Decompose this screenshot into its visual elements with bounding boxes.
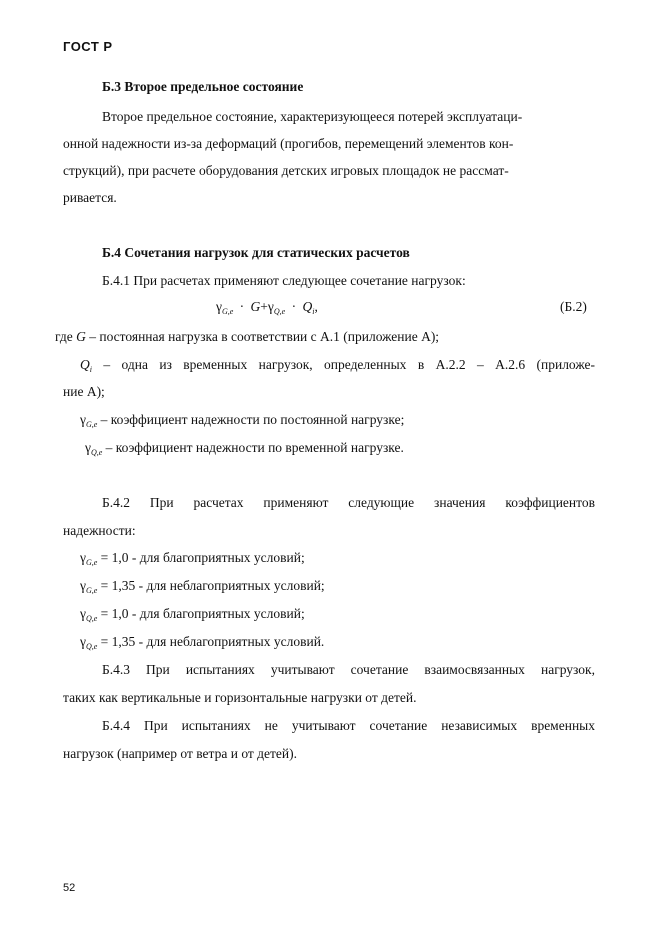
gamma-symbol: γ — [80, 412, 86, 427]
coefficient-line — [80, 605, 305, 628]
where-line-gamma-g — [80, 411, 404, 434]
symbol-q: Q — [80, 357, 90, 372]
coefficient-text: = 1,0 - для благоприятных условий; — [97, 606, 305, 621]
formula-subscript: G,e — [221, 307, 234, 316]
section-b3-heading: Б.3 Второе предельное состояние — [102, 79, 304, 94]
paragraph-line: ривается. — [63, 190, 117, 205]
formula-number: (Б.2) — [560, 299, 587, 314]
symbol-subscript: Q,e — [90, 448, 103, 457]
gamma-symbol: γ — [80, 606, 86, 621]
formula-b2 — [216, 298, 318, 321]
coefficient-text: = 1,35 - для неблагоприятных условий; — [97, 578, 325, 593]
paragraph-line: надежности: — [63, 523, 136, 538]
paragraph-line: таких как вертикальные и горизонтальные нагрузки от детей. — [63, 690, 417, 705]
formula-comma: , — [314, 299, 318, 314]
paragraph-line: Б.4.2 При расчетах применяют следующие значения коэффициентов — [102, 495, 595, 510]
gamma-symbol: γ — [85, 440, 91, 455]
where-line-q — [80, 356, 595, 379]
definition-text: – коэффициент надежности по постоянной нагрузке; — [97, 412, 405, 427]
coefficient-text: = 1,35 - для неблагоприятных условий. — [97, 634, 325, 649]
formula-var-q: Q — [302, 299, 313, 314]
symbol-subscript: G,e — [85, 420, 98, 429]
paragraph-line: струкций), при расчете оборудования детских игровых площадок не рассмат- — [63, 163, 509, 178]
symbol-subscript: G,e — [85, 586, 98, 595]
symbol-subscript: Q,e — [85, 642, 98, 651]
document-header: ГОСТ Р — [63, 39, 113, 54]
paragraph-line: ние А); — [63, 384, 105, 399]
definition-text: – коэффициент надежности по временной нагрузке. — [102, 440, 404, 455]
symbol-subscript: Q,e — [85, 614, 98, 623]
definition-text: – постоянная нагрузка в соответствии с А.1 (приложение А); — [85, 329, 440, 344]
dot-operator: · — [239, 299, 245, 314]
formula-subscript: i — [312, 307, 315, 316]
where-line-g — [55, 328, 439, 346]
page-number: 52 — [63, 882, 76, 894]
formula-var-g: G — [250, 299, 261, 314]
gamma-symbol: γ — [80, 634, 86, 649]
coefficient-text: = 1,0 - для благоприятных условий; — [97, 550, 305, 565]
paragraph-line: Б.4.4 При испытаниях не учитывают сочетание независимых временных — [102, 718, 595, 733]
symbol-g: G — [76, 329, 86, 344]
section-b4-heading: Б.4 Сочетания нагрузок для статических расчетов — [102, 245, 410, 260]
gamma-symbol: γ — [267, 299, 274, 314]
definition-text: – одна из временных нагрузок, определенных в А.2.2 – А.2.6 (приложе- — [91, 357, 595, 372]
paragraph-line: Второе предельное состояние, характеризующееся потерей эксплуатаци- — [102, 109, 523, 124]
plus-operator: + — [260, 299, 268, 314]
paragraph-line: нагрузок (например от ветра и от детей). — [63, 746, 298, 761]
gamma-symbol: γ — [216, 299, 222, 314]
where-prefix: где — [55, 329, 77, 344]
coefficient-line — [80, 549, 305, 572]
gamma-symbol: γ — [80, 550, 86, 565]
where-line-gamma-q — [85, 439, 404, 462]
coefficient-line — [80, 577, 325, 600]
paragraph-line: Б.4.3 При испытаниях учитывают сочетание взаимосвязанных нагрузок, — [102, 662, 595, 677]
dot-operator: · — [291, 299, 297, 314]
gamma-symbol: γ — [80, 578, 86, 593]
paragraph-line: Б.4.1 При расчетах применяют следующее сочетание нагрузок: — [102, 273, 466, 288]
paragraph-line: онной надежности из-за деформаций (прогибов, перемещений элементов кон- — [63, 136, 514, 151]
symbol-subscript: G,e — [85, 558, 98, 567]
symbol-subscript: i — [89, 365, 92, 374]
coefficient-line — [80, 633, 324, 656]
formula-subscript: Q,e — [273, 307, 286, 316]
